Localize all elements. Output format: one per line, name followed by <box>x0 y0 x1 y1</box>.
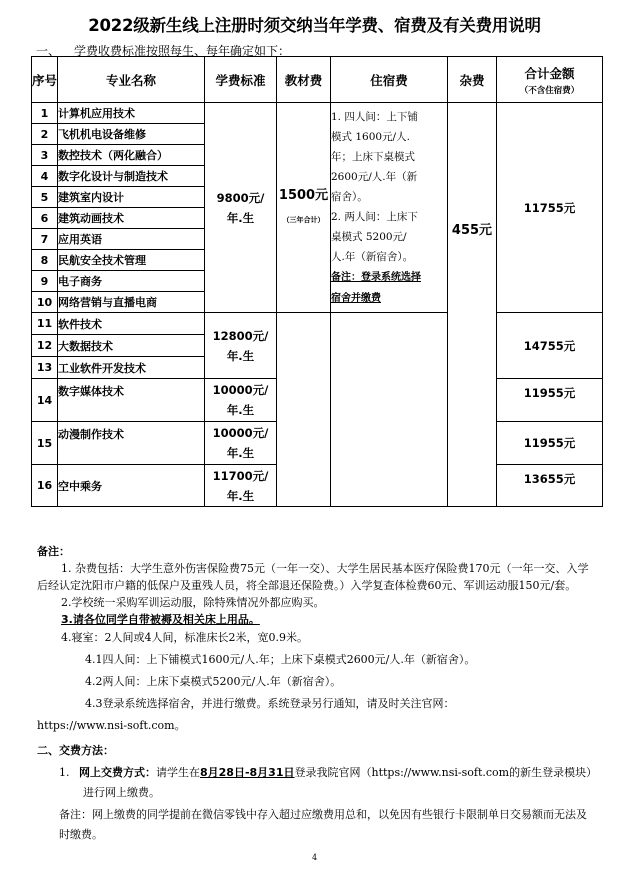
row-no: 14 <box>32 379 58 422</box>
row-major: 应用英语 <box>58 229 205 250</box>
note-4-1: 4.1四人间：上下铺模式1600元/人.年；上床下桌模式2600元/人.年（新宿舍）。 <box>85 653 476 666</box>
row-no: 2 <box>32 124 58 145</box>
header-total-label: 合计金额 <box>524 65 575 81</box>
tuition-cell <box>205 103 277 313</box>
books-sub: （三年合计） <box>282 215 325 224</box>
misc-cell: 455元 <box>448 103 497 507</box>
dorm-line: 桌模式 5200元/ <box>331 230 407 243</box>
total-cell: 11955元 <box>497 379 603 422</box>
row-no: 5 <box>32 187 58 208</box>
row-major: 数字化设计与制造技术 <box>58 166 205 187</box>
dorm-line: 模式 1600元/人. <box>331 130 410 143</box>
row-no: 1 <box>32 103 58 124</box>
header-dorm: 住宿费 <box>331 57 448 103</box>
header-total <box>497 57 603 103</box>
tuition-cell <box>205 379 277 422</box>
row-major: 民航安全技术管理 <box>58 250 205 271</box>
row-major: 电子商务 <box>58 271 205 292</box>
row-no: 6 <box>32 208 58 229</box>
header-major: 专业名称 <box>58 57 205 103</box>
notes-heading: 备注： <box>37 545 70 558</box>
row-major: 大数据技术 <box>58 335 205 357</box>
row-no: 12 <box>32 335 58 357</box>
dorm-cell <box>331 103 448 313</box>
section-1-text: 学费收费标准按照每生、每年确定如下： <box>74 44 291 58</box>
official-url[interactable]: https://www.nsi-soft.com。 <box>37 719 186 732</box>
tuition-cell <box>205 465 277 507</box>
row-major: 计算机应用技术 <box>58 103 205 124</box>
total-cell: 13655元 <box>497 465 603 507</box>
row-no: 16 <box>32 465 58 507</box>
payment-remark: 备注：网上缴费的同学提前在微信零钱中存入超过应缴费用总和，以免因有些银行卡限制单日交易额而无法及时缴费。 <box>59 808 587 841</box>
payment-item-label: 网上交费方式： <box>79 766 156 779</box>
page-number: 4 <box>311 853 318 862</box>
row-no: 13 <box>32 357 58 379</box>
row-major: 建筑动画技术 <box>58 208 205 229</box>
dorm-line: 年；上床下桌模式 <box>331 150 415 163</box>
row-major: 数控技术（两化融合） <box>58 145 205 166</box>
header-total-sub: （不含住宿费） <box>519 85 580 96</box>
total-cell: 11755元 <box>497 103 603 313</box>
row-no: 3 <box>32 145 58 166</box>
payment-date-range: 8月28日-8月31日 <box>200 766 295 779</box>
note-1: 1. 杂费包括：大学生意外伤害保险费75元（一年一交）、大学生居民基本医疗保险费170元（一年一交、入学后经认定沈阳市户籍的低保户及重残人员，将全部退还保险费。）入学复查体检费60元、军训运动服150元/套。 <box>37 562 589 592</box>
tuition-line1: 10000元/ <box>212 383 269 397</box>
tuition-line2: 年.生 <box>226 446 255 460</box>
section-2-heading: 二、交费方法： <box>37 744 114 757</box>
header-misc: 杂费 <box>448 57 497 103</box>
note-4-3: 4.3登录系统选择宿舍，并进行缴费。系统登录另行通知，请及时关注官网： <box>85 697 455 710</box>
page-title: 2022级新生线上注册时须交纳当年学费、宿费及有关费用说明 <box>88 16 541 35</box>
table-row <box>32 313 603 335</box>
note-2: 2.学校统一采购军训运动服，除特殊情况外都应购买。 <box>61 596 325 609</box>
tuition-cell <box>205 422 277 465</box>
tuition-line2: 年.生 <box>226 210 255 225</box>
payment-item-pre: 请学生在 <box>156 766 200 779</box>
dorm-note: 备注：登录系统选择 <box>331 271 421 283</box>
dorm-note: 宿舍并缴费 <box>331 292 381 304</box>
payment-item-post: 登录我院官网（https://www.nsi-soft.com的新生登录模块）进行网上缴费。 <box>83 766 592 799</box>
dorm-line: 人.年（新宿舍）。 <box>331 250 414 263</box>
tuition-line2: 年.生 <box>226 403 255 417</box>
tuition-cell <box>205 313 277 379</box>
row-major: 软件技术 <box>58 313 205 335</box>
dorm-empty-cell <box>331 313 448 507</box>
header-no: 序号 <box>32 57 58 103</box>
section-1-number: 一、 <box>36 44 61 58</box>
header-tuition: 学费标准 <box>205 57 277 103</box>
note-3: 3.请各位同学自带被褥及相关床上用品。 <box>61 613 260 626</box>
notes-section <box>37 543 597 845</box>
row-major: 网络营销与直播电商 <box>58 292 205 313</box>
row-major: 工业软件开发技术 <box>58 357 205 379</box>
dorm-line: 1. 四人间：上下铺 <box>331 110 418 123</box>
row-no: 7 <box>32 229 58 250</box>
table-row <box>32 103 603 124</box>
row-no: 8 <box>32 250 58 271</box>
books-cell <box>277 103 331 313</box>
fee-table <box>31 56 603 507</box>
row-major: 动漫制作技术 <box>58 422 205 465</box>
tuition-line1: 10000元/ <box>212 426 269 440</box>
header-books: 教材费 <box>277 57 331 103</box>
tuition-line1: 12800元/ <box>212 328 269 343</box>
dorm-line: 2. 两人间：上床下 <box>331 210 418 223</box>
tuition-line2: 年.生 <box>226 348 255 363</box>
tuition-line2: 年.生 <box>226 488 255 503</box>
row-major: 空中乘务 <box>58 465 205 507</box>
row-major: 建筑室内设计 <box>58 187 205 208</box>
total-cell: 11955元 <box>497 422 603 465</box>
row-major: 数字媒体技术 <box>58 379 205 422</box>
row-no: 11 <box>32 313 58 335</box>
payment-item-1 <box>37 763 597 803</box>
books-empty-cell <box>277 313 331 507</box>
dorm-line: 2600元/人.年（新 <box>331 170 418 183</box>
row-no: 4 <box>32 166 58 187</box>
row-no: 15 <box>32 422 58 465</box>
row-major: 飞机机电设备维修 <box>58 124 205 145</box>
tuition-line1: 9800元/ <box>216 190 265 205</box>
tuition-line1: 11700元/ <box>212 468 269 483</box>
row-no: 10 <box>32 292 58 313</box>
table-header-row <box>32 57 603 103</box>
row-no: 9 <box>32 271 58 292</box>
note-4-2: 4.2两人间：上床下桌模式5200元/人.年（新宿舍）。 <box>85 675 342 688</box>
payment-item-number: 1. <box>59 766 70 779</box>
note-4: 4.寝室：2人间或4人间，标准床长2米，宽0.9米。 <box>61 631 308 644</box>
total-cell: 14755元 <box>497 313 603 379</box>
dorm-line: 宿舍）。 <box>331 190 368 203</box>
books-value: 1500元 <box>278 187 329 203</box>
